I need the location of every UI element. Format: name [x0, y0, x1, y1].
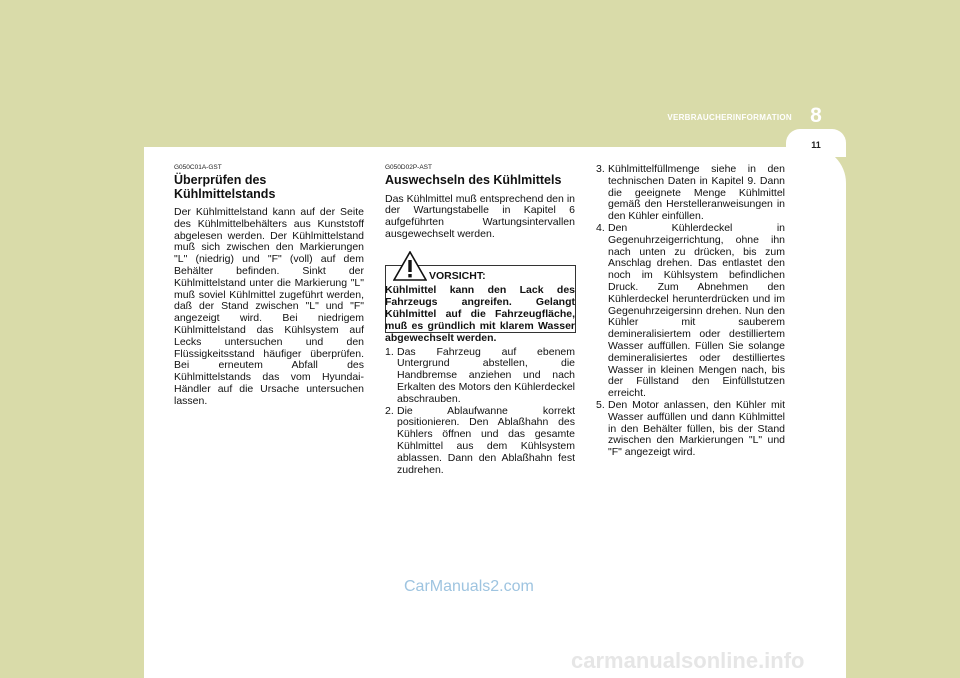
watermark-text: carmanualsonline.info	[571, 648, 805, 673]
section-title: Auswechseln des Kühlmittels	[385, 173, 562, 187]
column-3	[596, 164, 785, 459]
chapter-label: VERBRAUCHERINFORMATION	[667, 113, 792, 122]
list-item: 4. Den Kühlerdeckel in Gegenuhrzeigerrichtung, ohne ihn nach unten zu drücken, bis zum Anschlag drehen. Das entlastet den noch im Kühlsystem befindlichen Druck. Zum Abnehmen den Kühlerdeckel herunterdrücken und im Gegenuhrzeigersinn drehen. Nun den Kühler mit sauberem demineralisiertem oder destilliertem Wasser auffüllen. Füllen Sie solange demineralisiertes oder destilliertes Wasser in kleinen Mengen nach, bis der Füllstand den Einfüllstutzen erreicht.	[596, 221, 785, 400]
steps-list	[596, 164, 785, 459]
list-item: 1. Das Fahrzeug auf ebenem Untergrund abstellen, die Handbremse anziehen und nach Erkalten des Motors den Kühlerdeckel abschrauben.	[385, 345, 575, 405]
warning-triangle-icon	[393, 251, 427, 281]
warning-title: VORSICHT:	[429, 269, 486, 282]
page-number: 11	[811, 140, 821, 150]
list-item: 2. Die Ablaufwanne korrekt positionieren. Den Ablaßhahn des Kühlers öffnen und das gesamte Kühlmittel aus dem Kühlsystem ablassen. Dann den Ablaßhahn fest zudrehen.	[385, 404, 575, 476]
list-item: 5. Den Motor anlassen, den Kühler mit Wasser auffüllen und dann Kühlmittel in den Behälter füllen, bis der Stand zwischen den Markierungen "L" und "F" angezeigt wird.	[596, 398, 785, 459]
steps-list	[385, 347, 575, 477]
section-code: G050C01A-GST	[174, 164, 222, 171]
section-code: G050D02P-AST	[385, 164, 432, 171]
warning-text: Kühlmittel kann den Lack des Fahrzeugs angreifen. Gelangt Kühlmittel auf die Fahrzeugfläche, muß es gründlich mit klarem Wasser abgewechselt werden.	[385, 283, 575, 344]
column-2	[385, 164, 575, 476]
chapter-number: 8	[810, 104, 822, 127]
warning-box	[385, 251, 575, 344]
column-1	[174, 164, 364, 408]
section-title: Überprüfen des Kühlmittelstands	[174, 173, 276, 201]
list-item: 3. Kühlmittelfüllmenge siehe in den technischen Daten in Kapitel 9. Dann die geeignete Menge Kühlmittel gemäß den Herstelleranweisungen in den Kühler einfüllen.	[596, 163, 785, 223]
watermark-link[interactable]: CarManuals2.com	[404, 578, 534, 595]
section-body: Der Kühlmittelstand kann auf der Seite des Kühlmittelbehälters aus Kunststoff abgelesen werden. Der Kühlmittelstand muß sich zwischen den Markierungen "L" (niedrig) und "F" (voll) auf dem Behälter befinden. Sinkt der Kühlmittelstand unter die Markierung "L" muß soviel Kühlmittel zugeführt werden, daß der Stand zwischen "L" und "F" angezeigt wird. Bei niedrigem Kühlmittelstand das Kühlsystem auf Lecks untersuchen und den Flüssigkeitsstand häufiger überprüfen. Bei erneutem Abfall des Kühlmittelstands das vom Hyundai-Händler auf die Ursache untersuchen lassen.	[174, 206, 364, 407]
section-body: Das Kühlmittel muß entsprechend den in der Wartungstabelle in Kapitel 6 aufgeführten Wartungsintervallen ausgewechselt werden.	[385, 192, 575, 240]
